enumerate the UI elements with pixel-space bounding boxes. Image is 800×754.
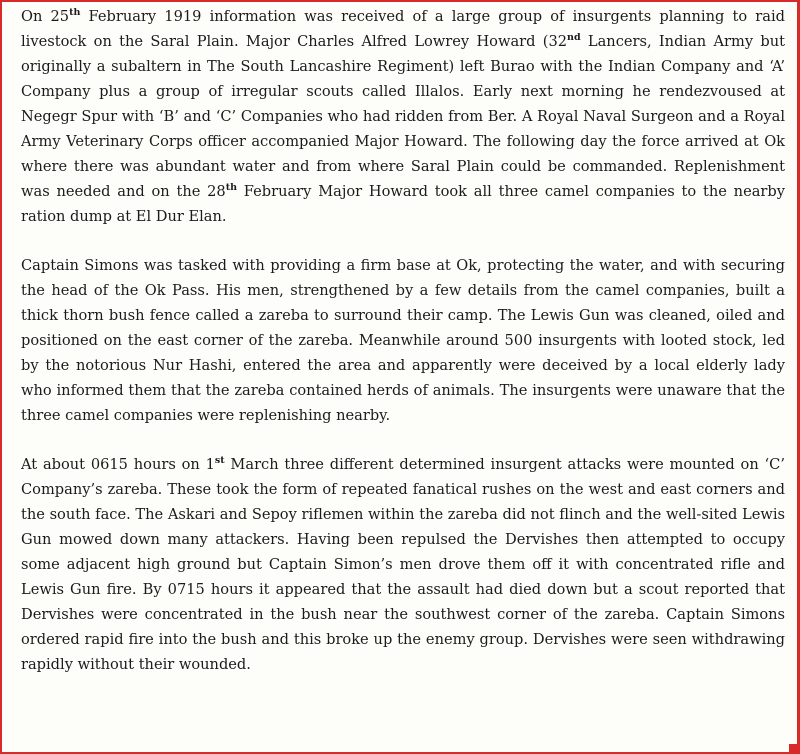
text-run: On 25	[21, 8, 70, 25]
superscript: nd	[567, 32, 581, 43]
text-run: February Major Howard took all three camel companies to the nearby ration dump at El Dur Elan.	[21, 183, 785, 225]
paragraph-3	[21, 452, 785, 677]
superscript: th	[225, 182, 238, 193]
paragraph-2	[21, 253, 785, 428]
paragraph-gap	[21, 229, 785, 253]
paragraph-gap	[21, 428, 785, 452]
paragraph-1	[21, 4, 785, 229]
text-run: February 1919 information was received of a large group of insurgents planning to raid livestock on the Saral Plain. Major Charles Alfred Lowrey Howard (32	[21, 8, 785, 50]
corner-marker	[789, 744, 797, 752]
text-run: March three different determined insurgent attacks were mounted on ‘C’ Company’s zareba. These took the form of repeated fanatical rushes on the west and east corners and the south face. The Askari and Sepoy riflemen within the zareba did not flinch and the well-sited Lewis Gun mowed down many attackers. Having been repulsed the Dervishes then attempted to occupy some adjacent high ground but Captain Simon’s men drove them off it with concentrated rifle and Lewis Gun fire. By 0715 hours it appeared that the assault had died down but a scout reported that Dervishes were concentrated in the bush near the southwest corner of the zareba. Captain Simons ordered rapid fire into the bush and this broke up the enemy group. Dervishes were seen withdrawing rapidly without their wounded.	[21, 456, 785, 673]
document-body	[21, 4, 785, 677]
text-run: Captain Simons was tasked with providing a firm base at Ok, protecting the water, and with securing the head of the Ok Pass. His men, strengthened by a few details from the camel companies, built a thick thorn bush fence called a zareba to surround their camp. The Lewis Gun was cleaned, oiled and positioned on the east corner of the zareba. Meanwhile around 500 insurgents with looted stock, led by the notorious Nur Hashi, entered the area and apparently were deceived by a local elderly lady who informed them that the zareba contained herds of animals. The insurgents were unaware that the three camel companies were replenishing nearby.	[21, 257, 785, 424]
superscript: st	[214, 455, 225, 466]
text-run: Lancers, Indian Army but originally a subaltern in The South Lancashire Regiment) left Burao with the Indian Company and ‘A’ Company plus a group of irregular scouts called Illalos. Early next morning he rendezvoused at Negegr Spur with ‘B’ and ‘C’ Companies who had ridden from Ber. A Royal Naval Surgeon and a Royal Army Veterinary Corps officer accompanied Major Howard. The following day the force arrived at Ok where there was abundant water and from where Saral Plain could be commanded. Replenishment was needed and on the 28	[21, 33, 785, 200]
text-run: At about 0615 hours on 1	[21, 456, 215, 473]
superscript: th	[69, 7, 81, 18]
